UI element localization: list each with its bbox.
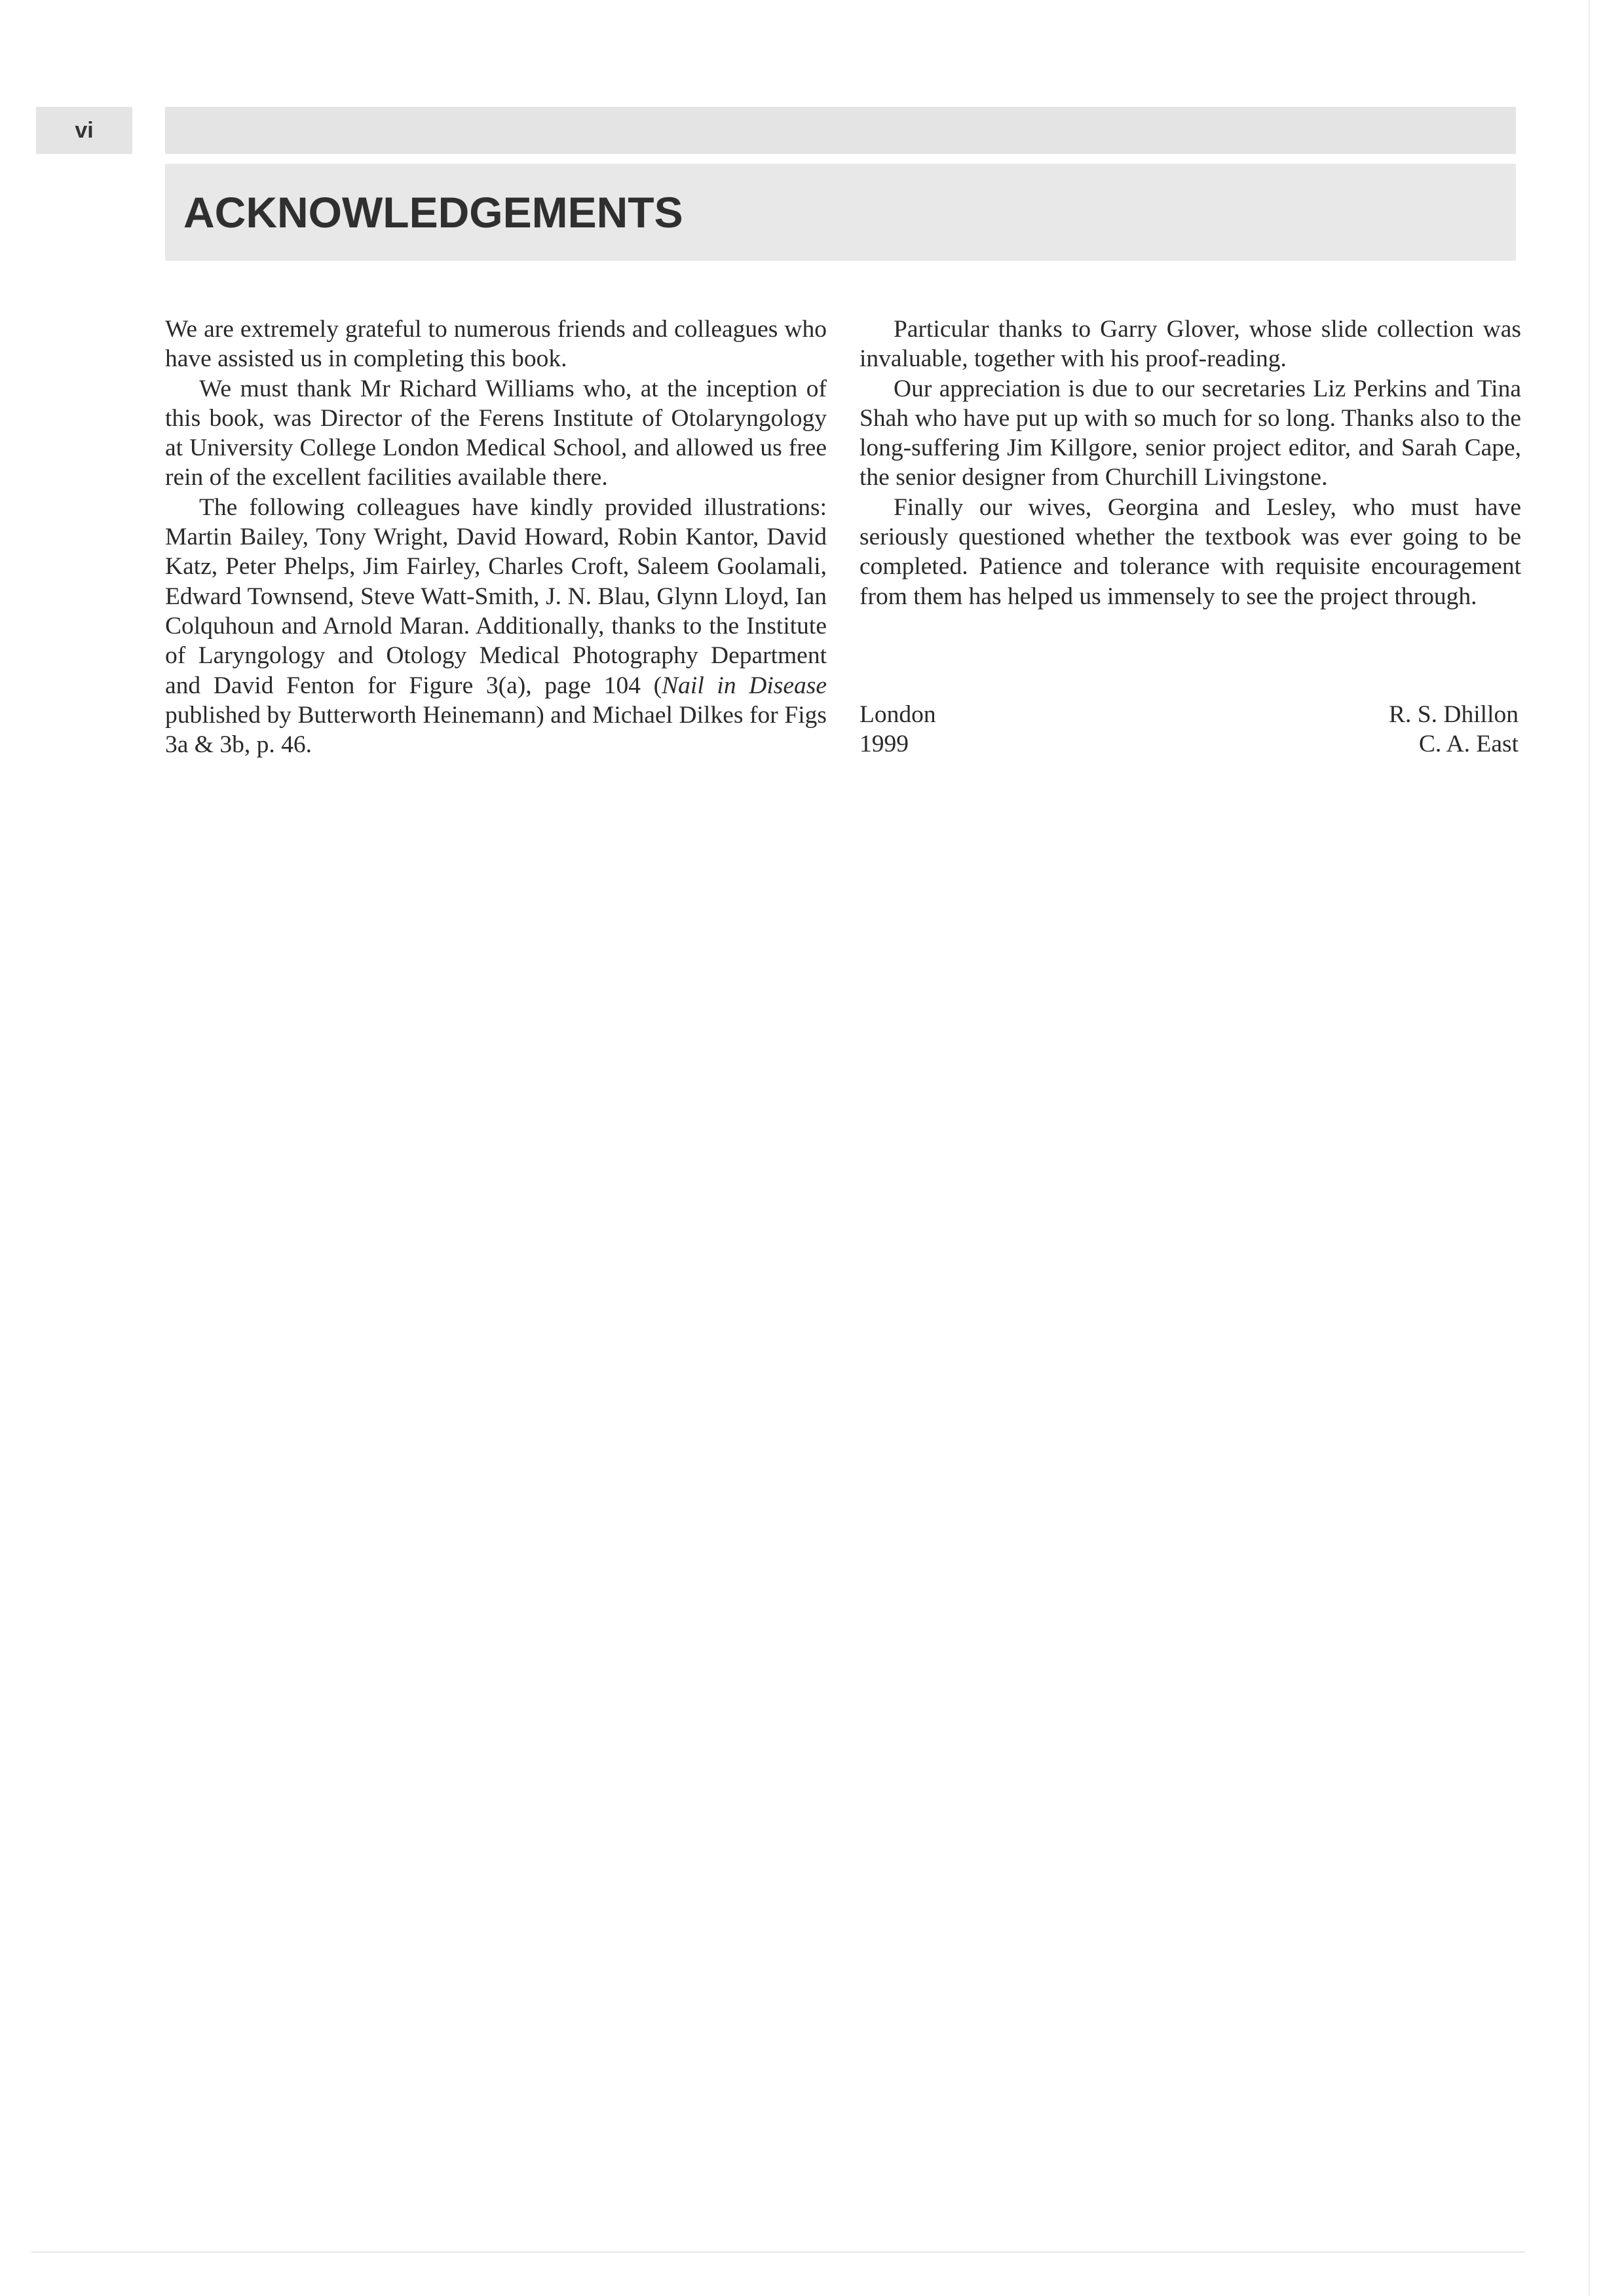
page-number: vi xyxy=(75,117,94,143)
signoff xyxy=(859,700,1519,759)
paragraph: Particular thanks to Garry Glover, whose slide collection was invaluable, together with his proof-reading. xyxy=(859,316,1521,373)
paragraph: Our appreciation is due to our secretaries Liz Perkins and Tina Shah who have put up with so much for so long. Thanks also to the long-suffering Jim Killgore, senior project editor, and Sarah Cape, the senior designer from Churchill Livingstone. xyxy=(859,375,1521,491)
signoff-year: 1999 xyxy=(859,731,909,758)
title-band xyxy=(165,164,1516,261)
paragraph-text: The following colleagues have kindly provided illustrations: Martin Bailey, Tony Wright, David Howard, Robin Kantor, David Katz, Peter Phelps, Jim Fairley, Charles Croft, Saleem Goolamali, Edward Townsend, Steve Watt-Smith, J. N. Blau, Glynn Lloyd, Ian Colquhoun and Arnold Maran. Additionally, thanks to the Institute of Laryngology and Otology Medical Photography Department and David Fenton for Figure 3(a), page 104 ( xyxy=(165,493,827,699)
signoff-city: London xyxy=(859,701,936,728)
paragraph: We must thank Mr Richard Williams who, at the inception of this book, was Director of the Ferens Institute of Otolaryngology at University College London Medical School, and allowed us free rein of the excellent facilities available there. xyxy=(165,375,827,491)
page-bottom-rule xyxy=(31,2251,1525,2253)
author-name: R. S. Dhillon xyxy=(1389,701,1519,728)
paragraph-text: published by Butterworth Heinemann) and Michael Dilkes for Figs 3a & 3b, p. 46. xyxy=(165,701,827,759)
paragraph: Finally our wives, Georgina and Lesley, who must have seriously questioned whether the textbook was ever going to be completed. Patience and tolerance with requisite encouragement from them has helped us immensely to see the project through. xyxy=(859,493,1521,610)
page-title: ACKNOWLEDGEMENTS xyxy=(183,188,683,237)
right-column xyxy=(859,315,1521,611)
book-title: Nail in Disease xyxy=(662,672,827,699)
paragraph xyxy=(165,493,827,760)
page-edge xyxy=(1589,0,1590,2296)
left-column xyxy=(165,315,827,759)
signoff-authors xyxy=(1389,700,1519,759)
paragraph: We are extremely grateful to numerous friends and colleagues who have assisted us in completing this book. xyxy=(165,316,827,373)
author-name: C. A. East xyxy=(1418,731,1519,758)
page-number-tab xyxy=(36,107,132,154)
header-band xyxy=(165,107,1516,154)
signoff-place xyxy=(859,700,936,759)
